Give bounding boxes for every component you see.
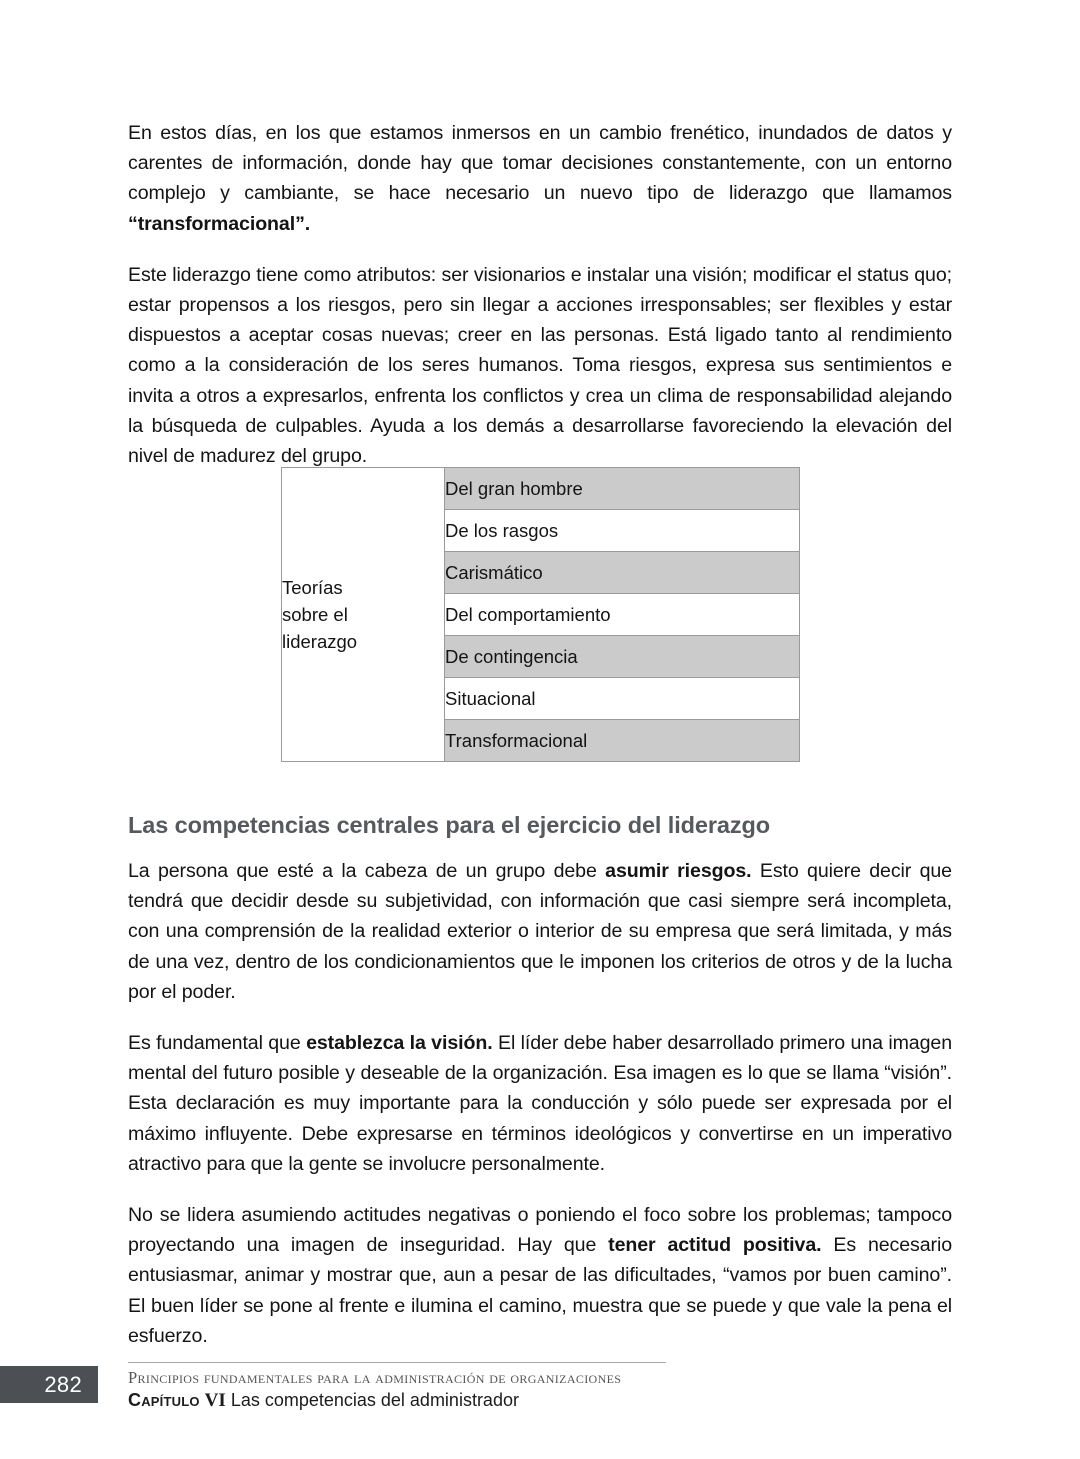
- table-item-cell: De contingencia: [445, 636, 800, 678]
- footer-divider: [128, 1362, 666, 1363]
- page-number-badge: 282: [0, 1366, 98, 1403]
- lower-text-block: [128, 856, 952, 1351]
- table-item-cell: Carismático: [445, 552, 800, 594]
- table: [281, 467, 800, 762]
- paragraph-5: No se lidera asumiendo actitudes negativas o poniendo el foco sobre los problemas; tampoco proyectando una imagen de inseguridad. Hay que tener actitud positiva. Es necesario entusiasmar, animar y mostrar que, aun a pesar de las dificultades, “vamos por buen camino”. El buen líder se pone al frente e ilumina el camino, muestra que se puede y que vale la pena el esfuerzo.: [128, 1204, 952, 1347]
- table-label-cell: Teorías sobre el liderazgo: [282, 468, 445, 762]
- page-footer: [0, 1360, 1080, 1420]
- table-item-cell: Transformacional: [445, 720, 800, 762]
- table-item-cell: Situacional: [445, 678, 800, 720]
- paragraph-4: Es fundamental que establezca la visión. El líder debe haber desarrollado primero una imagen mental del futuro posible y deseable de la organización. Esa imagen es lo que se llama “visión”. Esta declaración es muy importante para la conducción y sólo puede ser expresada por el máximo influyente. Debe expresarse en términos ideológicos y convertirse en un imperativo atractivo para que la gente se involucre personalmente.: [128, 1032, 953, 1175]
- table-body: [282, 468, 800, 762]
- paragraph-2: Este liderazgo tiene como atributos: ser visionarios e instalar una visión; modificar el status quo; estar propensos a los riesgos, pero sin llegar a acciones irresponsables; ser flexibles y estar dispuestos a aceptar cosas nuevas; creer en las personas. Está ligado tanto al rendimiento como a la consideración de los seres humanos. Toma riesgos, expresa sus sentimientos e invita a otros a expresarlos, enfrenta los conflictos y crea un clima de responsabilidad alejando la búsqueda de culpables. Ayuda a los demás a desarrollarse favoreciendo la elevación del nivel de madurez del grupo.: [128, 263, 952, 468]
- paragraph-1: En estos días, en los que estamos inmersos en un cambio frenético, inundados de datos y carentes de información, donde hay que tomar decisiones constantemente, con un entorno complejo y cambiante, se hace necesario un nuevo tipo de liderazgo que llamamos “transformacional”.: [128, 122, 952, 235]
- footer-book-title: Principios fundamentales para la administración de organizaciones: [128, 1368, 622, 1387]
- footer-chapter-number: VI: [204, 1390, 226, 1411]
- upper-text-block: [128, 118, 952, 471]
- table-item-cell: Del gran hombre: [445, 468, 800, 510]
- section-heading: Las competencias centrales para el ejercicio del liderazgo: [128, 812, 771, 838]
- table-row: [282, 468, 800, 510]
- paragraph-3: La persona que esté a la cabeza de un grupo debe asumir riesgos. Esto quiere decir que tendrá que decidir desde su subjetividad, con información que casi siempre será incompleta, con una comprensión de la realidad exterior o interior de su empresa que será limitada, y más de una vez, dentro de los condicionamientos que le imponen los criterios de otros y de la lucha por el poder.: [128, 860, 952, 1003]
- footer-text-block: [128, 1367, 888, 1413]
- footer-chapter-line: [128, 1388, 888, 1413]
- leadership-theories-table: [281, 467, 800, 755]
- table-item-cell: De los rasgos: [445, 510, 800, 552]
- footer-chapter-title: Las competencias del administrador: [230, 1390, 519, 1410]
- table-item-cell: Del comportamiento: [445, 594, 800, 636]
- footer-chapter-label: Capítulo: [128, 1390, 200, 1410]
